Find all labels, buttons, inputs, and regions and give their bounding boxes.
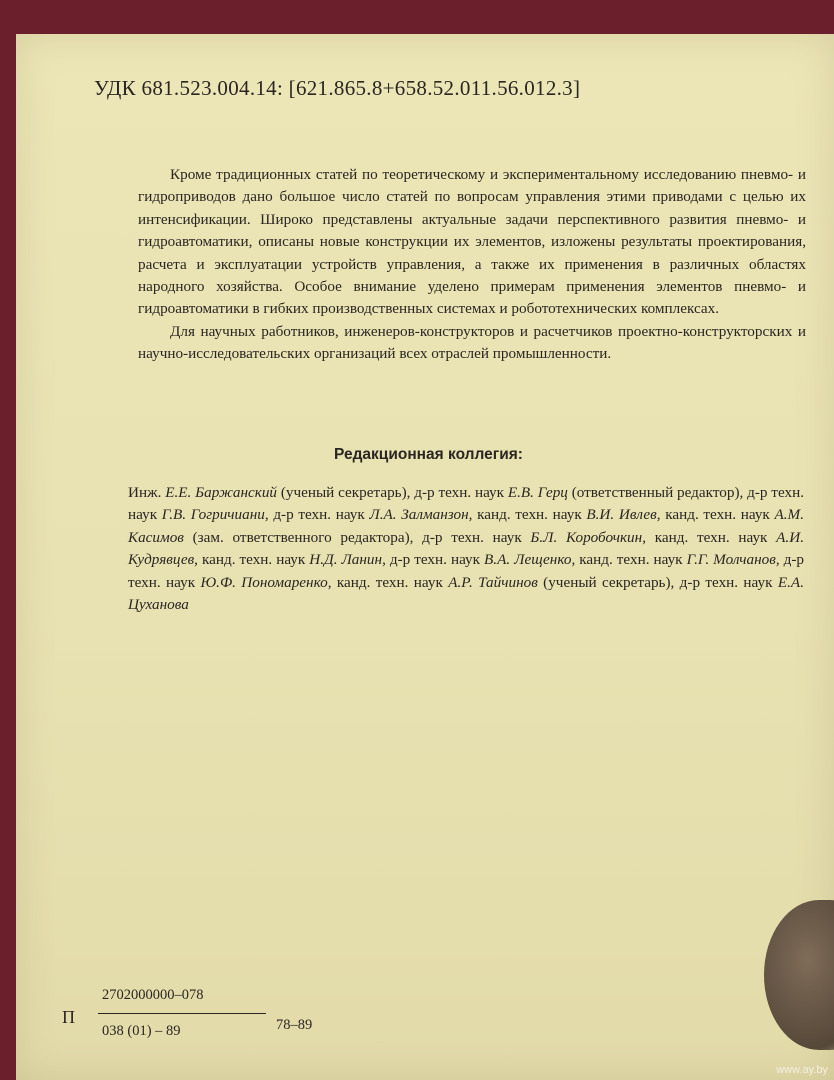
abstract-paragraph: Кроме традиционных статей по теоретическому и экспериментальному исследованию пневмо- и гидроприводов дано большое число статей по вопросам управления этими приводами с целью их интенсификации. Широко представлены актуальные задачи перспективного развития пневмо- и гидроавтоматики, описаны новые конструкции их элементов, изложены результаты проектирования, расчета и эксплуатации устройств управления, а также их применения в различных областях народного хозяйства. Особое внимание уделено примерам применения элементов пневмо- и гидроавтоматики в гибких производственных системах и робототехнических комплексах. (138, 166, 806, 318)
board-member-name: Б.Л. Коробочкин (530, 528, 643, 546)
board-member-title: , канд. техн. наук (194, 551, 310, 569)
editorial-board-list (128, 482, 804, 616)
board-member-title: , канд. техн. наук (327, 573, 449, 591)
board-member-name: Л.А. Залманзон (369, 506, 469, 524)
book-page (16, 34, 834, 1080)
index-denominator: 038 (01) – 89 (102, 1023, 181, 1039)
board-member-title: (ученый секретарь), д-р техн. наук (537, 573, 778, 591)
board-member-title: (ученый секретарь), д-р техн. наук (277, 484, 508, 501)
index-letter: П (62, 1007, 75, 1027)
board-member-title: Инж. (128, 484, 166, 501)
board-member-name: А.Р. Тайчинов (448, 573, 538, 591)
board-member-title: , канд. техн. наук (656, 506, 775, 524)
fraction-line (98, 1013, 266, 1014)
board-member-name: Г.В. Гогричиани (161, 506, 265, 524)
board-member-name: Г.Г. Молчанов (686, 551, 776, 569)
board-member-name: Е.В. Герц (507, 484, 568, 501)
abstract-text (138, 164, 806, 366)
board-member-title: , д-р техн. наук (264, 506, 370, 524)
board-member-title: , канд. техн. наук (571, 551, 687, 569)
publication-index (62, 987, 332, 1047)
board-member-name: В.И. Ивлев (586, 506, 657, 524)
board-member-name: Е.А. Цуханова (128, 573, 805, 614)
board-member-title: , канд. техн. наук (468, 506, 587, 524)
board-member-name: Е.Е. Баржанский (165, 484, 278, 501)
board-member-name: Н.Д. Ланин (309, 551, 383, 569)
board-member-name: В.А. Лещенко (484, 551, 572, 569)
index-numerator: 2702000000–078 (102, 987, 204, 1003)
board-member-name: А.И. Кудрявцев (128, 528, 804, 569)
board-member-name: Ю.Ф. Пономаренко (200, 573, 328, 591)
editorial-board-heading: Редакционная коллегия: (334, 446, 523, 463)
board-member-title: (ответственный редактор), д-р техн. наук (128, 484, 804, 524)
thumb-shadow (764, 900, 834, 1050)
board-member-title: , д-р техн. наук (128, 551, 804, 591)
board-member-title: (зам. ответственного редактора), д-р техн. наук (183, 528, 531, 546)
watermark: www.ay.by (776, 1064, 828, 1076)
index-code: 78–89 (276, 1017, 313, 1033)
board-member-title: , канд. техн. наук (642, 528, 777, 546)
board-member-name: А.М. Касимов (128, 506, 804, 546)
abstract-paragraph: Для научных работников, инженеров-конструкторов и расчетчиков проектно-конструкторских и научно-исследовательских организаций всех отраслей промышленности. (138, 322, 806, 363)
board-member-title: , д-р техн. наук (382, 551, 485, 569)
udk-code: УДК 681.523.004.14: [621.865.8+658.52.011.56.012.3] (94, 76, 581, 100)
